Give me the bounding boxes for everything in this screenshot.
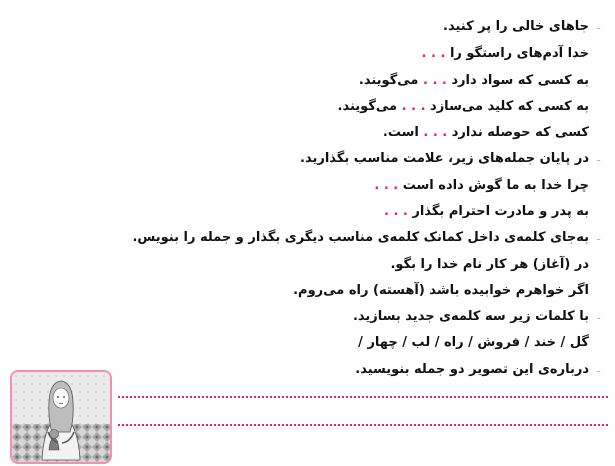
instruction-text: در پایان جمله‌های زیر، علامت مناسب بگذارید. <box>300 151 589 166</box>
answer-line-2[interactable] <box>118 424 608 426</box>
item-text: خدا آدم‌های راستگو را <box>449 46 589 61</box>
instruction-describe-picture <box>355 361 603 379</box>
item-text-after: می‌گویند. <box>337 99 398 114</box>
blank-dots: . . . <box>418 125 452 140</box>
item-text: به پدر و مادرت احترام بگذار <box>412 204 589 219</box>
bullet-dash: - <box>596 153 601 168</box>
girl-with-doll-picture <box>10 370 112 464</box>
replace-item-1 <box>390 256 603 274</box>
blank-dots: . . . <box>397 99 431 114</box>
bullet-dash: - <box>596 232 601 247</box>
punctuation-item-1 <box>374 177 603 195</box>
item-text: به کسی که کلید می‌سازد <box>430 99 589 114</box>
fill-item-2 <box>359 72 603 90</box>
punctuation-item-2 <box>384 203 603 221</box>
bullet-dash: - <box>596 311 601 326</box>
fill-item-1 <box>422 45 603 63</box>
item-text: چرا خدا به ما گوش داده است <box>402 178 589 193</box>
bullet-dash: - <box>596 21 601 36</box>
replace-item-2 <box>293 282 603 300</box>
answer-line-1[interactable] <box>118 396 608 398</box>
item-text-after: است. <box>382 125 419 140</box>
instruction-text: جاهای خالی را پر کنید. <box>443 19 589 34</box>
instruction-text: به‌جای کلمه‌ی داخل کمانک کلمه‌ی مناسب دیگری بگذار و جمله را بنویس. <box>132 230 589 245</box>
item-text: گل / خند / فروش / راه / لب / چهار / <box>358 335 589 350</box>
bullet-dash: - <box>596 364 601 379</box>
instruction-punctuation <box>300 150 603 168</box>
word-list <box>358 334 603 352</box>
instruction-build-words <box>353 308 603 326</box>
instruction-fill-blanks <box>443 18 603 36</box>
blank-dots: . . . <box>418 73 452 88</box>
fill-item-4 <box>383 124 603 142</box>
item-text: کسی که حوصله ندارد <box>451 125 589 140</box>
item-text: در (آغاز) هر کار نام خدا را بگو. <box>390 257 589 272</box>
instruction-text: درباره‌ی این تصویر دو جمله بنویسید. <box>355 362 589 377</box>
instruction-replace-word <box>132 229 603 247</box>
blank-dots: . . . <box>421 46 450 61</box>
item-text: به کسی که سواد دارد <box>451 73 589 88</box>
blank-dots: . . . <box>384 204 413 219</box>
item-text: اگر خواهرم خوابیده باشد (آهسته) راه می‌روم. <box>293 283 589 298</box>
girl-with-doll-drawing-icon <box>12 372 110 462</box>
blank-dots: . . . <box>374 178 403 193</box>
instruction-text: با کلمات زیر سه کلمه‌ی جدید بسازید. <box>352 309 589 324</box>
fill-item-3 <box>338 98 603 116</box>
item-text-after: می‌گویند. <box>358 73 419 88</box>
